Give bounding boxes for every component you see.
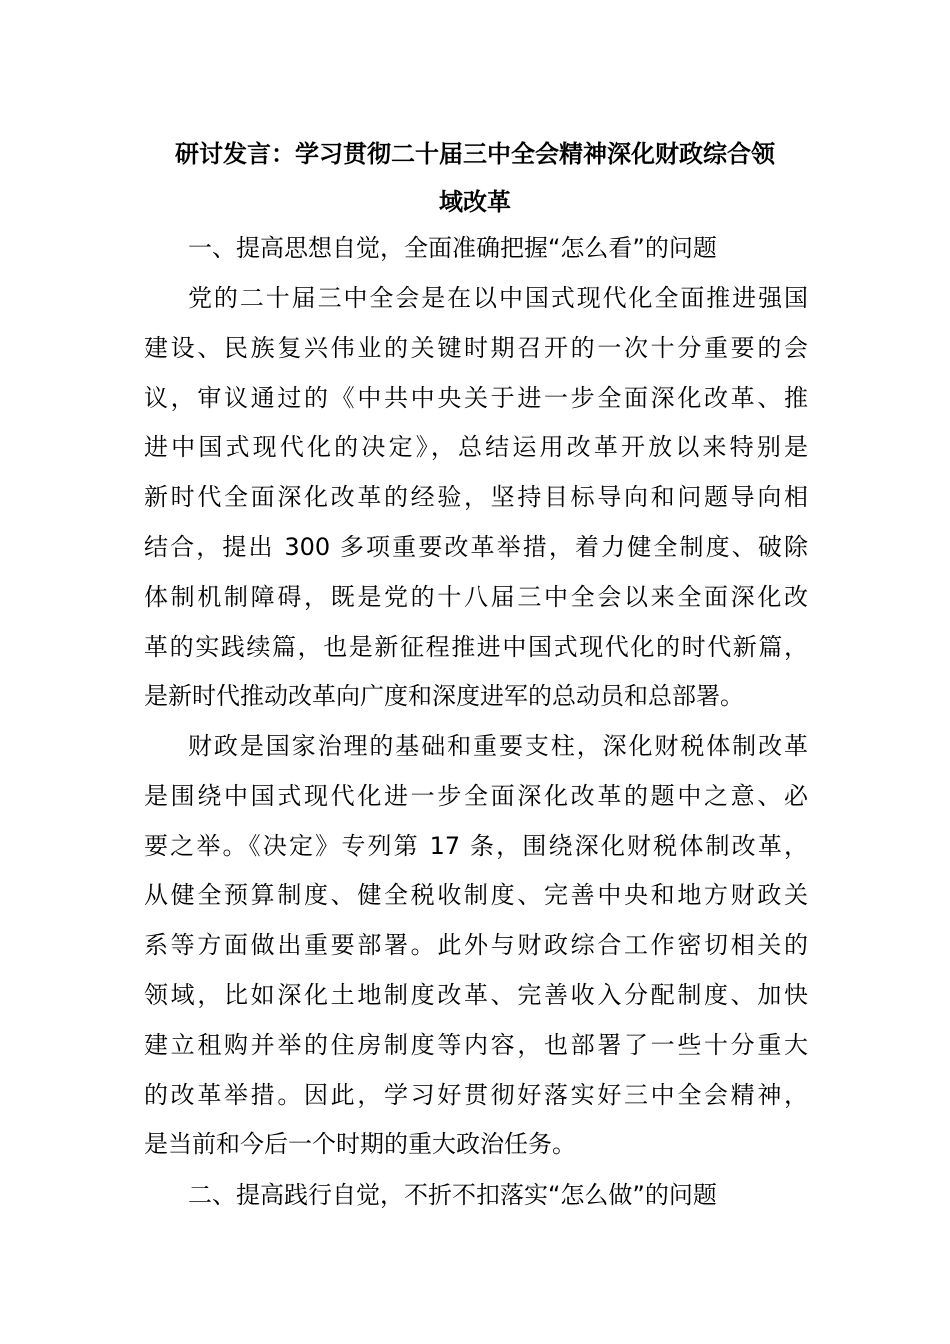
title-line-1: 研讨发言：学习贯彻二十届三中全会精神深化财政综合领: [175, 140, 775, 168]
paragraph-1-line: 党的二十届三中全会是在以中国式现代化全面推进强国: [188, 284, 808, 312]
paragraph-2-line: 建立租购并举的住房制度等内容，也部署了一些十分重大: [144, 1030, 808, 1059]
paragraph-2-line: 领域，比如深化土地制度改革、完善收入分配制度、加快: [144, 980, 808, 1009]
paragraph-2-line: 财政是国家治理的基础和重要支柱，深化财税体制改革: [188, 732, 808, 760]
paragraph-1-line: 是新时代推动改革向广度和深度进军的总动员和总部署。: [144, 682, 744, 711]
paragraph-1-line: 结合，提出 300 多项重要改革举措，着力健全制度、破除: [144, 532, 808, 561]
paragraph-2-line: 系等方面做出重要部署。此外与财政综合工作密切相关的: [144, 931, 808, 960]
paragraph-1-line: 建设、民族复兴伟业的关键时期召开的一次十分重要的会: [144, 333, 808, 362]
paragraph-2-line: 是围绕中国式现代化进一步全面深化改革的题中之意、必: [144, 781, 808, 810]
paragraph-2: [144, 731, 808, 1179]
title-line-2: 域改革: [439, 188, 511, 216]
document-title: [140, 130, 810, 226]
section-heading-2: 二、提高践行自觉，不折不扣落实“怎么做”的问题: [188, 1181, 717, 1209]
paragraph-2-line: 的改革举措。因此，学习好贯彻好落实好三中全会精神，: [144, 1080, 808, 1109]
section-heading-1: 一、提高思想自觉，全面准确把握“怎么看”的问题: [188, 234, 717, 262]
paragraph-2-line: 要之举。《决定》专列第 17 条，围绕深化财税体制改革，: [144, 831, 808, 860]
paragraph-1: [144, 283, 808, 731]
paragraph-1-line: 进中国式现代化的决定》，总结运用改革开放以来特别是: [144, 433, 808, 462]
paragraph-2-line: 从健全预算制度、健全税收制度、完善中央和地方财政关: [144, 881, 808, 910]
paragraph-1-line: 新时代全面深化改革的经验，坚持目标导向和问题导向相: [144, 483, 808, 512]
paragraph-1-line: 革的实践续篇，也是新征程推进中国式现代化的时代新篇，: [144, 632, 808, 661]
paragraph-1-line: 议，审议通过的《中共中央关于进一步全面深化改革、推: [144, 383, 808, 412]
paragraph-2-line: 是当前和今后一个时期的重大政治任务。: [144, 1130, 576, 1159]
paragraph-1-line: 体制机制障碍，既是党的十八届三中全会以来全面深化改: [144, 582, 808, 611]
